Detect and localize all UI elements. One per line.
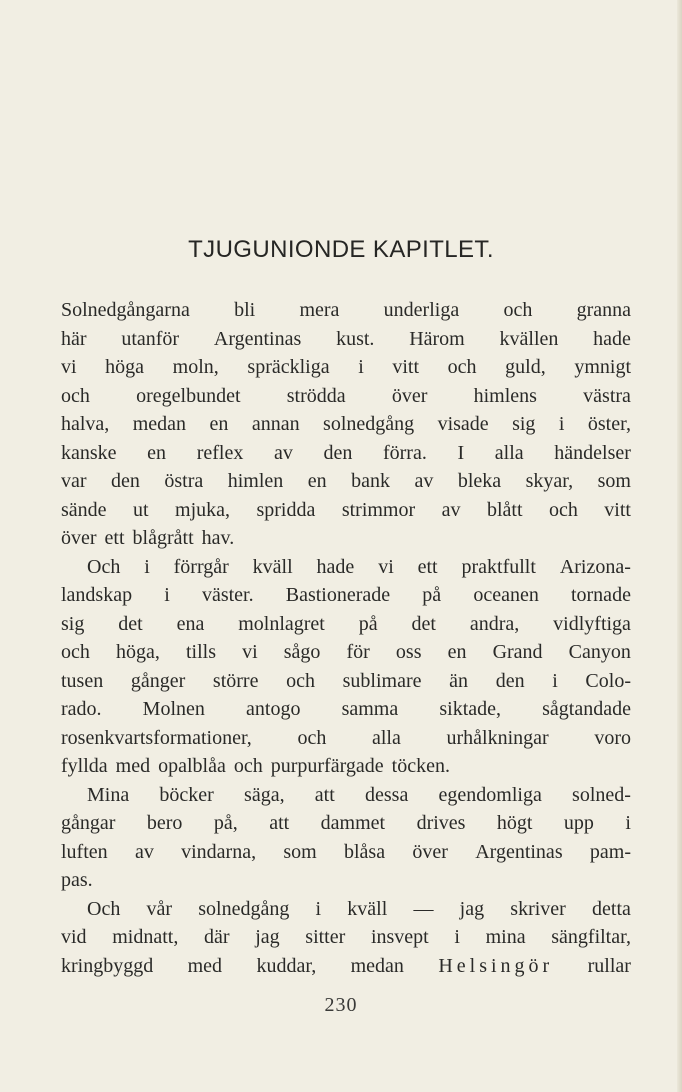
word: rosenkvartsformationer, bbox=[61, 726, 252, 749]
word: Argentinas bbox=[475, 840, 563, 863]
word: vi bbox=[242, 641, 258, 663]
word: Helsingör bbox=[438, 954, 554, 977]
word: bleka bbox=[457, 470, 502, 492]
word: en bbox=[307, 470, 327, 492]
word: dessa bbox=[365, 783, 409, 806]
word: voro bbox=[594, 726, 631, 749]
text-line bbox=[61, 895, 631, 924]
word: Mina bbox=[87, 783, 130, 806]
word: kust. bbox=[336, 327, 375, 350]
word: högt bbox=[496, 812, 533, 834]
word: Bastionerade bbox=[285, 584, 391, 606]
word: än bbox=[449, 669, 469, 692]
word: i bbox=[144, 555, 150, 578]
word: Solnedgångarna bbox=[61, 299, 190, 321]
word: I bbox=[457, 441, 465, 464]
word: alla bbox=[371, 726, 401, 749]
word: sitter bbox=[305, 926, 346, 948]
text-line bbox=[61, 382, 631, 411]
chapter-heading: TJUGUNIONDE KAPITLET. bbox=[188, 236, 494, 263]
word: i bbox=[358, 356, 364, 378]
word: oss bbox=[395, 641, 422, 663]
word: Härom bbox=[409, 327, 465, 350]
word: öster, bbox=[587, 413, 631, 435]
word: för bbox=[346, 641, 370, 663]
word: och bbox=[61, 384, 90, 407]
word: alla bbox=[494, 441, 524, 464]
word: vi bbox=[61, 356, 77, 378]
word: andra, bbox=[469, 612, 520, 635]
word: siktade, bbox=[439, 698, 502, 720]
word: vi bbox=[378, 555, 394, 578]
word: purpurfärgade bbox=[270, 755, 384, 777]
word: och bbox=[503, 299, 533, 321]
word: den bbox=[323, 441, 353, 464]
word: strimmor bbox=[341, 498, 416, 521]
word: händelser bbox=[554, 441, 631, 464]
word: rullar bbox=[587, 954, 631, 977]
word: på, bbox=[213, 812, 238, 834]
word: sublimare bbox=[342, 669, 422, 692]
word: att bbox=[314, 783, 335, 806]
word: på bbox=[422, 584, 442, 606]
word: töcken. bbox=[391, 755, 450, 777]
word: egendomliga bbox=[438, 783, 542, 806]
word: medan bbox=[132, 413, 187, 435]
word: i bbox=[552, 669, 558, 692]
word: som bbox=[283, 840, 317, 863]
text-line bbox=[61, 695, 631, 724]
word: hav. bbox=[201, 527, 235, 549]
word: landskap bbox=[61, 584, 133, 606]
text-line bbox=[61, 353, 631, 382]
word: i bbox=[625, 812, 631, 834]
word: spräckliga bbox=[247, 356, 330, 378]
word: midnatt, bbox=[112, 926, 179, 948]
word: halva, bbox=[61, 413, 110, 435]
word: höga, bbox=[115, 641, 160, 663]
word: ena bbox=[176, 612, 205, 635]
page-edge bbox=[677, 0, 682, 1092]
word: sände bbox=[61, 498, 107, 521]
word: av bbox=[273, 441, 293, 464]
word: i bbox=[558, 413, 565, 435]
text-line bbox=[61, 838, 631, 867]
word: bank bbox=[351, 470, 390, 492]
word: urhålkningar bbox=[446, 726, 549, 749]
word: kvällen bbox=[499, 327, 559, 350]
word: samma bbox=[341, 698, 399, 720]
word: Canyon bbox=[568, 641, 631, 663]
text-line bbox=[61, 724, 631, 753]
word: i bbox=[164, 584, 170, 606]
word: fyllda bbox=[61, 755, 108, 777]
text-line bbox=[61, 667, 631, 696]
word: kväll bbox=[252, 555, 293, 578]
word: väster. bbox=[201, 584, 254, 606]
text-line bbox=[61, 781, 631, 810]
text-line bbox=[61, 866, 631, 895]
word: Argentinas bbox=[213, 327, 302, 350]
word: Och bbox=[87, 897, 121, 920]
word: utanför bbox=[121, 327, 180, 350]
word: moln, bbox=[172, 356, 219, 378]
word: att bbox=[269, 812, 290, 834]
word: av bbox=[134, 840, 154, 863]
word: en bbox=[147, 441, 167, 464]
word: annan bbox=[251, 413, 300, 435]
word: här bbox=[61, 327, 87, 350]
word: mjuka, bbox=[175, 498, 231, 521]
word: ett bbox=[417, 555, 438, 578]
word: ut bbox=[133, 498, 149, 521]
word: skriver bbox=[510, 897, 566, 920]
word: detta bbox=[592, 897, 631, 920]
word: och bbox=[548, 498, 578, 521]
word: det bbox=[118, 612, 143, 635]
word: spridda bbox=[256, 498, 316, 521]
word: hade bbox=[316, 555, 355, 578]
word: större bbox=[212, 669, 259, 692]
word: tornade bbox=[570, 584, 631, 606]
word: förra. bbox=[382, 441, 427, 464]
word: vår bbox=[146, 897, 173, 920]
word: som bbox=[597, 470, 631, 492]
word: sig bbox=[512, 413, 536, 435]
word: medan bbox=[350, 954, 404, 977]
word: förrgår bbox=[173, 555, 229, 578]
word: var bbox=[61, 470, 87, 492]
word: i bbox=[315, 897, 322, 920]
word: solned- bbox=[572, 783, 631, 806]
text-line bbox=[61, 923, 631, 952]
word: blåsa bbox=[344, 840, 386, 863]
word: reflex bbox=[196, 441, 244, 464]
word: över bbox=[412, 840, 448, 863]
word: — bbox=[413, 897, 434, 920]
word: dammet bbox=[320, 812, 386, 834]
word: sängfiltar, bbox=[551, 926, 631, 948]
word: jag bbox=[459, 897, 485, 920]
word: drives bbox=[416, 812, 466, 834]
word: granna bbox=[576, 299, 631, 321]
word: en bbox=[447, 641, 467, 663]
text-line bbox=[61, 638, 631, 667]
word: ymnigt bbox=[574, 356, 631, 378]
page-number: 230 bbox=[324, 994, 358, 1016]
text-line bbox=[61, 467, 631, 496]
word: över bbox=[391, 384, 428, 407]
word: Molnen bbox=[142, 698, 205, 720]
word: på bbox=[358, 612, 378, 635]
word: kanske bbox=[61, 441, 117, 464]
word: säga, bbox=[244, 783, 285, 806]
word: tills bbox=[185, 641, 216, 663]
text-line bbox=[61, 952, 631, 981]
word: blått bbox=[486, 498, 523, 521]
word: gånger bbox=[130, 669, 186, 692]
word: pam- bbox=[589, 840, 631, 863]
word: praktfullt bbox=[461, 555, 536, 578]
word: och bbox=[61, 641, 90, 663]
word: vid bbox=[61, 926, 87, 948]
word: vidlyftiga bbox=[553, 612, 631, 635]
word: rado. bbox=[61, 698, 102, 720]
word: ett bbox=[104, 527, 125, 549]
text-line bbox=[61, 296, 631, 325]
word: pas. bbox=[61, 869, 93, 891]
word: insvept bbox=[370, 926, 429, 948]
word: vitt bbox=[604, 498, 631, 521]
text-line bbox=[61, 752, 631, 781]
word: blågrått bbox=[132, 527, 194, 549]
word: molnlagret bbox=[238, 612, 325, 635]
word: antogo bbox=[246, 698, 301, 720]
word: gångar bbox=[61, 812, 116, 834]
word: himlen bbox=[227, 470, 284, 492]
word: av bbox=[441, 498, 461, 521]
word: och bbox=[286, 669, 315, 692]
word: bli bbox=[234, 299, 256, 321]
word: av bbox=[414, 470, 434, 492]
word: guld, bbox=[505, 356, 546, 378]
word: vitt bbox=[392, 356, 420, 378]
word: sågtandade bbox=[542, 698, 631, 720]
body-text bbox=[61, 296, 631, 980]
text-line bbox=[61, 553, 631, 582]
word: Arizona- bbox=[559, 555, 631, 578]
word: tusen bbox=[61, 669, 104, 692]
text-line bbox=[61, 439, 631, 468]
word: mina bbox=[485, 926, 526, 948]
word: solnedgång bbox=[323, 413, 415, 435]
text-line bbox=[61, 496, 631, 525]
word: himlens bbox=[473, 384, 537, 407]
word: det bbox=[411, 612, 436, 635]
word: vindarna, bbox=[181, 840, 257, 863]
word: Och bbox=[87, 555, 121, 578]
word: Colo- bbox=[585, 669, 631, 692]
word: strödda bbox=[286, 384, 346, 407]
word: bero bbox=[146, 812, 183, 834]
word: västra bbox=[583, 384, 631, 407]
text-line bbox=[61, 809, 631, 838]
word: den bbox=[111, 470, 140, 492]
word: en bbox=[209, 413, 229, 435]
word: den bbox=[495, 669, 525, 692]
word: hade bbox=[593, 327, 631, 350]
word: höga bbox=[105, 356, 145, 378]
text-line bbox=[61, 410, 631, 439]
word: kuddar, bbox=[256, 954, 317, 977]
word: över bbox=[61, 527, 97, 549]
word: kringbyggd bbox=[61, 954, 154, 977]
word: oregelbundet bbox=[136, 384, 241, 407]
text-line bbox=[61, 524, 631, 553]
text-line bbox=[61, 581, 631, 610]
text-line bbox=[61, 325, 631, 354]
word: med bbox=[115, 755, 151, 777]
word: skyar, bbox=[525, 470, 574, 492]
word: och bbox=[447, 356, 477, 378]
word: visade bbox=[437, 413, 489, 435]
word: upp bbox=[563, 812, 594, 834]
word: och bbox=[233, 755, 263, 777]
text-line bbox=[61, 610, 631, 639]
word: Grand bbox=[492, 641, 543, 663]
word: och bbox=[297, 726, 327, 749]
word: böcker bbox=[159, 783, 214, 806]
word: luften bbox=[61, 840, 108, 863]
word: i bbox=[454, 926, 460, 948]
word: östra bbox=[164, 470, 204, 492]
word: jag bbox=[255, 926, 280, 948]
word: solnedgång bbox=[198, 897, 290, 920]
word: mera bbox=[299, 299, 340, 321]
word: oceanen bbox=[473, 584, 539, 606]
word: med bbox=[187, 954, 223, 977]
word: underliga bbox=[383, 299, 460, 321]
word: där bbox=[203, 926, 230, 948]
word: opalblåa bbox=[158, 755, 226, 777]
word: sågo bbox=[283, 641, 321, 663]
word: sig bbox=[61, 612, 85, 635]
word: kväll bbox=[347, 897, 388, 920]
